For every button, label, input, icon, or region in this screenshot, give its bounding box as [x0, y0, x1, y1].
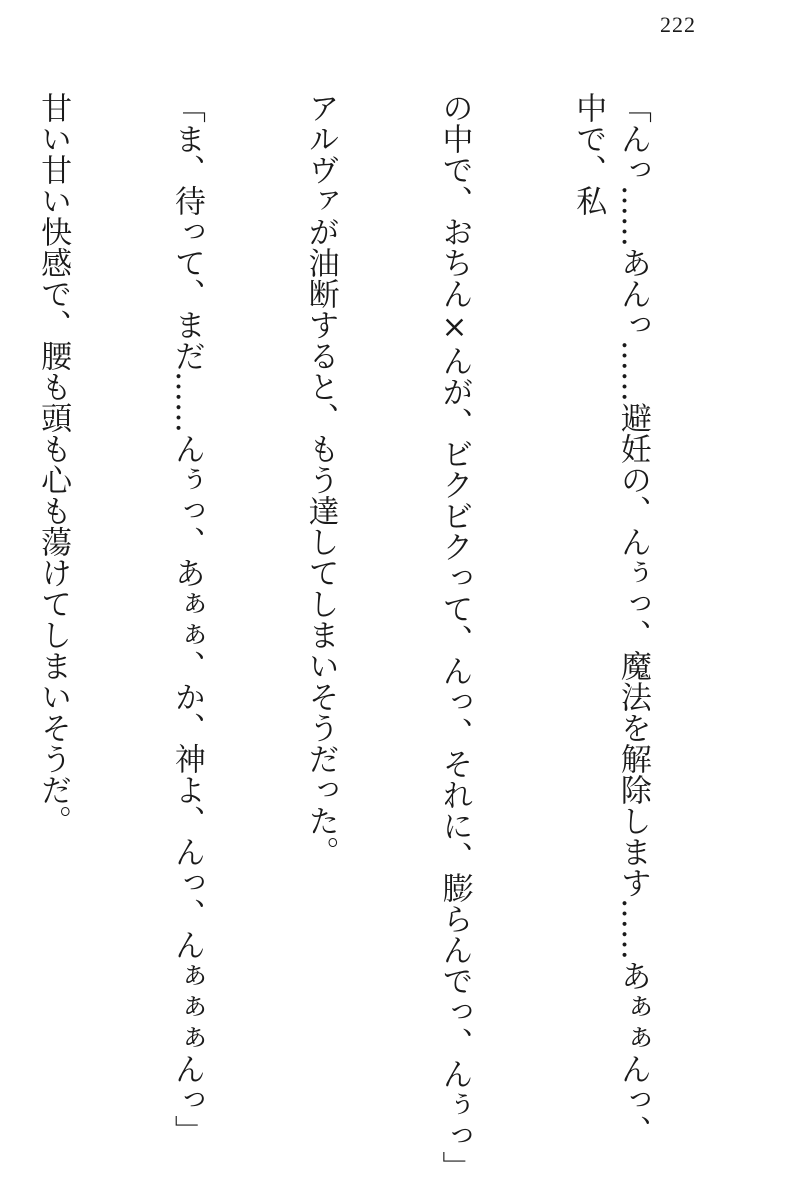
page-number: 222	[660, 12, 696, 37]
text-line: 「んっ……あんっ……避妊の、んぅっ、魔法を解除します……あぁぁんっ、中で、私	[570, 92, 651, 1146]
vertical-text-body	[0, 92, 744, 1182]
text-line: アルヴァが油断すると、もう達してしまいそうだった。	[302, 92, 339, 867]
text-line: 甘い甘い快感で、腰も頭も心も蕩けてしまいそうだ。	[35, 92, 72, 836]
text-line: 「ま、待って、まだ……んぅっ、あぁぁ、か、神よ、んっ、んぁぁぁんっ」	[168, 92, 205, 1146]
text-line: の中で、おちん×んが、ビクビクって、んっ、それに、膨らんでっ、んぅっ」	[436, 92, 473, 1182]
